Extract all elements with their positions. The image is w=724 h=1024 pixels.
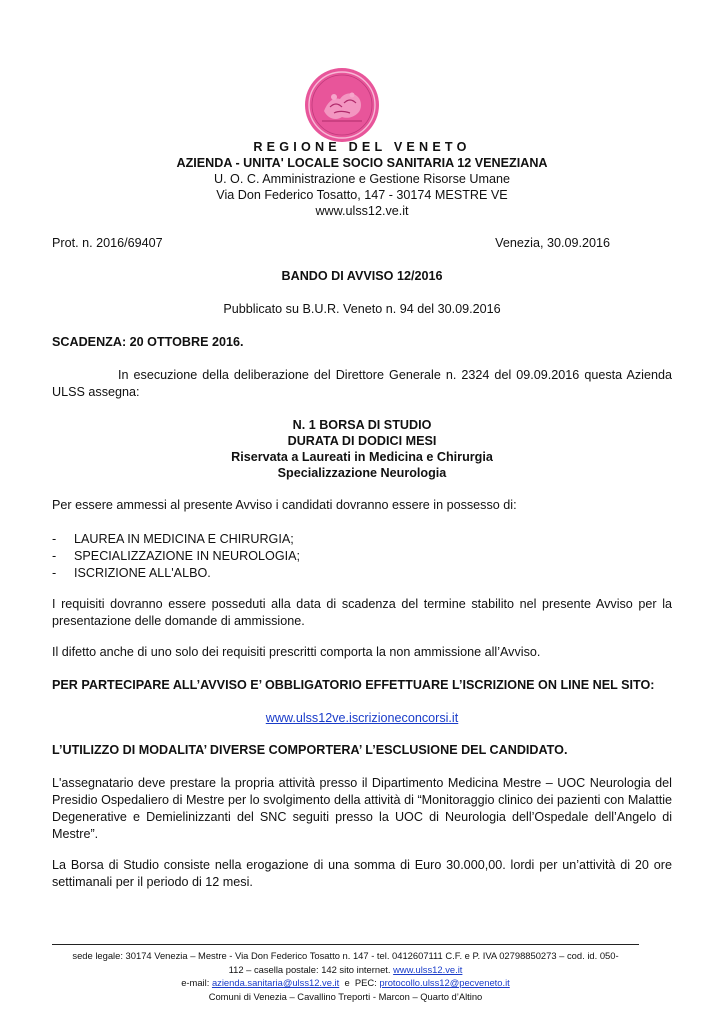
activity-paragraph: L'assegnatario deve prestare la propria attività presso il Dipartimento Medicina Mestre – UOC Neurologia del Presidio Ospedaliero di Mestre per lo svolgimento della attività di “Monitoraggio clinico dei pazienti con Malattie Degenerative e Demielinizzanti del SNC seguiti presso la UOC di Neurologia dell’Ospedale dell’Angelo di Mestre”. (52, 776, 672, 841)
footer-pec-link[interactable]: protocollo.ulss12@pecveneto.it (379, 977, 510, 988)
protocol-row (52, 236, 610, 250)
footer-line-4: Comuni di Venezia – Cavallino Treporti - Marcon – Quarto d’Altino (208, 990, 483, 1002)
requirements-intro: Per essere ammessi al presente Avviso i candidati dovranno essere in possesso di: (52, 498, 517, 512)
uoc-line: U. O. C. Amministrazione e Gestione Risorse Umane (213, 172, 511, 186)
footer-line-2: 112 – casella postale: 142 sito internet. www.ulss12.ve.it (228, 963, 463, 975)
regione-veneto-seal-icon (304, 67, 380, 143)
footer (52, 949, 639, 1003)
intro-paragraph: In esecuzione della deliberazione del Direttore Generale n. 2324 del 09.09.2016 questa Azienda ULSS assegna: (52, 368, 672, 399)
online-registration-link[interactable]: www.ulss12ve.iscrizioneconcorsi.it (265, 711, 459, 725)
region-title: REGIONE DEL VENETO (253, 140, 471, 154)
published-line: Pubblicato su B.U.R. Veneto n. 94 del 30.09.2016 (223, 302, 501, 316)
requirements-defect-paragraph: Il difetto anche di uno solo dei requisiti prescritti comporta la non ammissione all’Avviso. (52, 645, 541, 659)
footer-website-link[interactable]: www.ulss12.ve.it (393, 963, 463, 975)
address-line: Via Don Federico Tosatto, 147 - 30174 MESTRE VE (216, 188, 508, 202)
borsa-line-1: N. 1 BORSA DI STUDIO (292, 418, 432, 432)
list-item: - ISCRIZIONE ALL'ALBO. (52, 566, 211, 580)
borsa-line-2: DURATA DI DODICI MESI (287, 434, 437, 448)
borsa-line-3: Riservata a Laureati in Medicina e Chirurgia (231, 450, 493, 464)
requirements-list (52, 531, 300, 582)
footer-email-link[interactable]: azienda.sanitaria@ulss12.ve.it (211, 977, 340, 988)
exclusion-notice: L’UTILIZZO DI MODALITA’ DIVERSE COMPORTERA’ L’ESCLUSIONE DEL CANDIDATO. (52, 743, 568, 757)
list-item: - LAUREA IN MEDICINA E CHIRURGIA; (52, 532, 294, 546)
footer-line-1: sede legale: 30174 Venezia – Mestre - Via Don Federico Tosatto n. 147 - tel. 0412607111 C.F. e P. IVA 02798850273 – cod. id. 050- (72, 950, 619, 961)
borsa-line-4: Specializzazione Neurologia (277, 466, 447, 480)
requirements-date-paragraph: I requisiti dovranno essere posseduti alla data di scadenza del termine stabilito nel presente Avviso per la presentazione delle domande di ammissione. (52, 597, 672, 628)
footer-line-3: e-mail: azienda.sanitaria@ulss12.ve.it e PEC: protocollo.ulss12@pecveneto.it (181, 977, 510, 988)
online-notice: PER PARTECIPARE ALL’AVVISO E’ OBBLIGATORIO EFFETTUARE L’ISCRIZIONE ON LINE NEL SITO: (52, 678, 655, 692)
place-date: Venezia, 30.09.2016 (495, 236, 610, 250)
footer-divider (52, 944, 639, 945)
list-item: - SPECIALIZZAZIONE IN NEUROLOGIA; (52, 549, 301, 563)
protocol-number: Prot. n. 2016/69407 (52, 236, 163, 250)
online-registration-link-line (52, 711, 672, 725)
amount-paragraph: La Borsa di Studio consiste nella erogazione di una somma di Euro 30.000,00. lordi per un’attività di 20 ore settimanali per il periodo di 12 mesi. (52, 858, 672, 889)
bando-title: BANDO DI AVVISO 12/2016 (281, 269, 443, 283)
website-line: www.ulss12.ve.it (315, 204, 409, 218)
deadline: SCADENZA: 20 OTTOBRE 2016. (52, 335, 244, 349)
azienda-title: AZIENDA - UNITA' LOCALE SOCIO SANITARIA 12 VENEZIANA (176, 156, 548, 170)
